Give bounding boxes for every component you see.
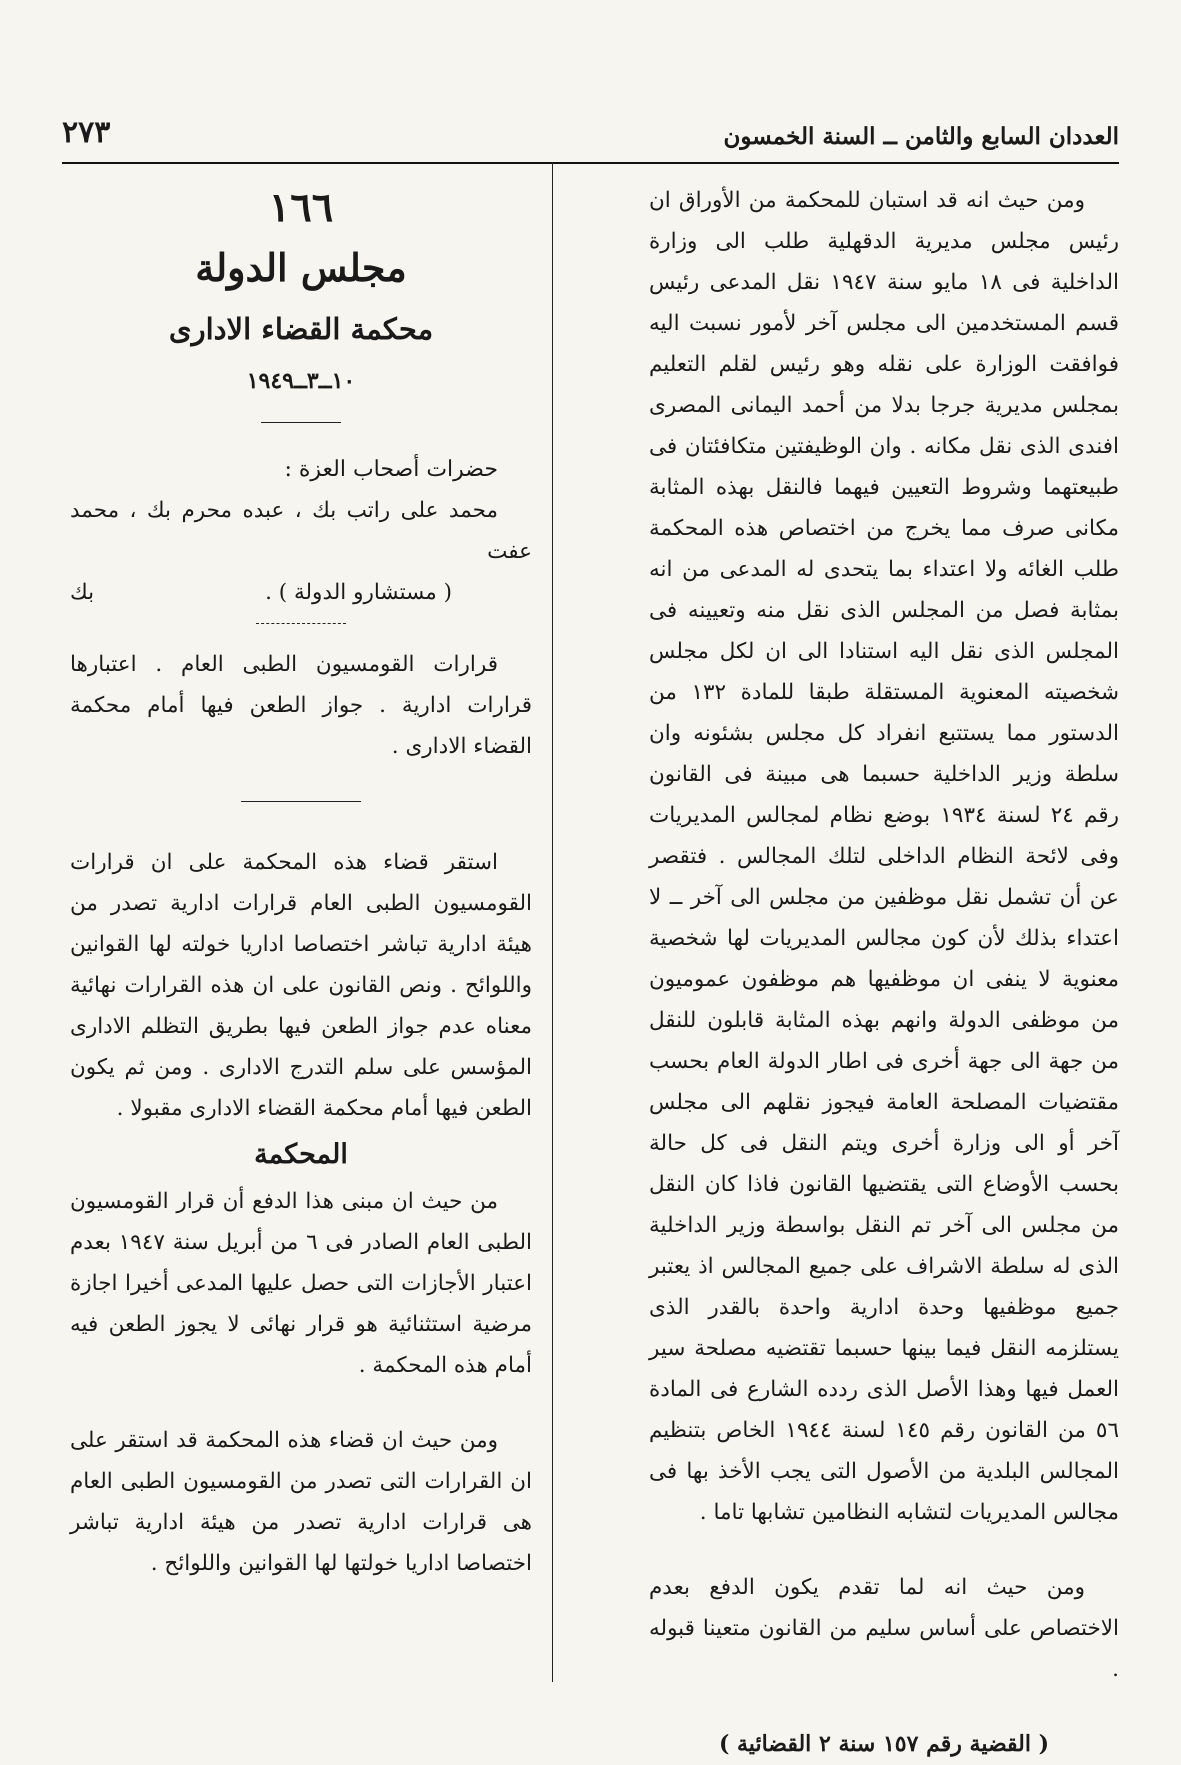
page-number: ٢٧٣ <box>62 115 111 150</box>
right-column <box>649 180 1119 1765</box>
separator-dashed-rule <box>256 623 346 624</box>
court-title: محكمة القضاء الادارى <box>168 312 434 346</box>
case-reference: ( القضية رقم ١٥٧ سنة ٢ القضائية ) <box>718 1731 1050 1757</box>
running-header <box>62 108 1119 150</box>
council-title: مجلس الدولة <box>195 245 407 290</box>
decision-summary: قرارات القومسيون الطبى العام . اعتبارها قرارات ادارية . جواز الطعن فيها أمام محكمة القضاء الادارى . <box>70 652 532 759</box>
journal-issue-title: العددان السابع والثامن ــ السنة الخمسون <box>723 123 1119 150</box>
court-heading: المحكمة <box>254 1139 348 1170</box>
attendees-names: محمد على راتب بك ، عبده محرم بك ، محمد عفت <box>70 498 532 564</box>
separator-rule <box>241 801 361 802</box>
body-paragraph: من حيث ان مبنى هذا الدفع أن قرار القومسيون الطبى العام الصادر فى ٦ من أبريل سنة ١٩٤٧ بعدم اعتبار الأجازات التى حصل عليها المدعى أخيرا اجازة مرضية استثنائية هو قرار نهائى لا يجوز الطعن فيه أمام هذه المحكمة . <box>70 1189 532 1378</box>
attendees-role: ( مستشارو الدولة ) . <box>265 580 452 605</box>
paragraph-gap <box>649 1690 1119 1724</box>
left-column <box>70 180 532 1584</box>
decision-date: ١٠ــ٣ــ١٩٤٩ <box>246 368 356 394</box>
separator-rule <box>261 422 341 423</box>
body-paragraph: ومن حيث انه لما تقدم يكون الدفع بعدم الاختصاص على أساس سليم من القانون متعينا قبوله . <box>649 1575 1119 1682</box>
legal-principle: استقر قضاء هذه المحكمة على ان قرارات القومسيون الطبى العام قرارات ادارية تصدر من هيئة ادارية تباشر اختصاصا اداريا خولته لها القوانين واللوائح . ونص القانون على ان هذه القرارات نهائية معناه عدم جواز الطعن فيها بطريق التظلم الادارى المؤسس على سلم التدرج الادارى . ومن ثم يكون الطعن فيها أمام محكمة القضاء الادارى مقبولا . <box>70 850 532 1121</box>
paragraph-gap <box>649 1533 1119 1567</box>
body-paragraph: ومن حيث انه قد استبان للمحكمة من الأوراق ان رئيس مجلس مديرية الدقهلية طلب الى وزارة الداخلية فى ١٨ مايو سنة ١٩٤٧ نقل المدعى رئيس قسم المستخدمين الى مجلس آخر لأمور نسبت اليه فوافقت الوزارة على نقله وهو رئيس لقلم التعليم بمجلس مديرية جرجا بدلا من أحمد اليمانى المصرى افندى الذى نقل مكانه . وان الوظيفتين متكافئتان فى طبيعتهما وشروط التعيين فيهما فالنقل بهذه المثابة مكانى صرف مما يخرج من اختصاص هذه المحكمة طلب الغائه ولا اعتداء بما يتحدى له المدعى من انه بمثابة فصل من المجلس الذى نقل منه وتعيينه فى المجلس الذى نقل اليه استنادا الى ان لكل مجلس شخصيته المعنوية المستقلة طبقا للمادة ١٣٢ من الدستور مما يستتبع انفراد كل مجلس بشئونه وان سلطة وزير الداخلية حسبما هى مبينة فى القانون رقم ٢٤ لسنة ١٩٣٤ بوضع نظام لمجالس المديريات وفى لائحة النظام الداخلى لتلك المجالس . فتقصر عن أن تشمل نقل موظفين من مجلس الى آخر ــ لا اعتداء بذلك لأن كون مجالس المديريات لها شخصية معنوية لا ينفى ان موظفيها هم موظفون عموميون من موظفى الدولة وانهم بهذه المثابة قابلون للنقل من جهة الى جهة أخرى فى اطار الدولة العام بحسب مقتضيات المصلحة العامة فيجوز نقلهم الى مجلس آخر أو الى وزارة أخرى ويتم النقل فى كل حالة بحسب الأوضاع التى يقتضيها القانون فاذا كان النقل من مجلس الى آخر تم النقل بواسطة وزير الداخلية الذى له سلطة الاشراف على جميع المجالس اذ يعتبر جميع موظفيها وحدة ادارية واحدة بالقدر الذى يستلزمه النقل فيما بينها حسبما تقتضيه مصلحة سير العمل فيها وهذا الأصل الذى ردده الشارع فى المادة ٥٦ من القانون رقم ١٤٥ لسنة ١٩٤٤ الخاص بتنظيم المجالس البلدية من الأصول التى يجب الأخذ بها فى مجالس المديريات لتشابه النظامين تشابها تاما . <box>649 188 1120 1525</box>
decision-number: ١٦٦ <box>268 184 334 231</box>
column-divider <box>552 162 553 1682</box>
paragraph-gap <box>70 1386 532 1420</box>
body-paragraph: ومن حيث ان قضاء هذه المحكمة قد استقر على ان القرارات التى تصدر من القومسيون الطبى العام هى قرارات ادارية تصدر من هيئة ادارية تباشر اختصاصا اداريا خولتها لها القوانين واللوائح . <box>70 1428 532 1576</box>
attendees-title: حضرات أصحاب العزة : <box>284 457 498 482</box>
attendees-role-row <box>70 572 532 613</box>
header-rule <box>62 162 1119 164</box>
attendees-names-end: بك <box>70 580 95 605</box>
